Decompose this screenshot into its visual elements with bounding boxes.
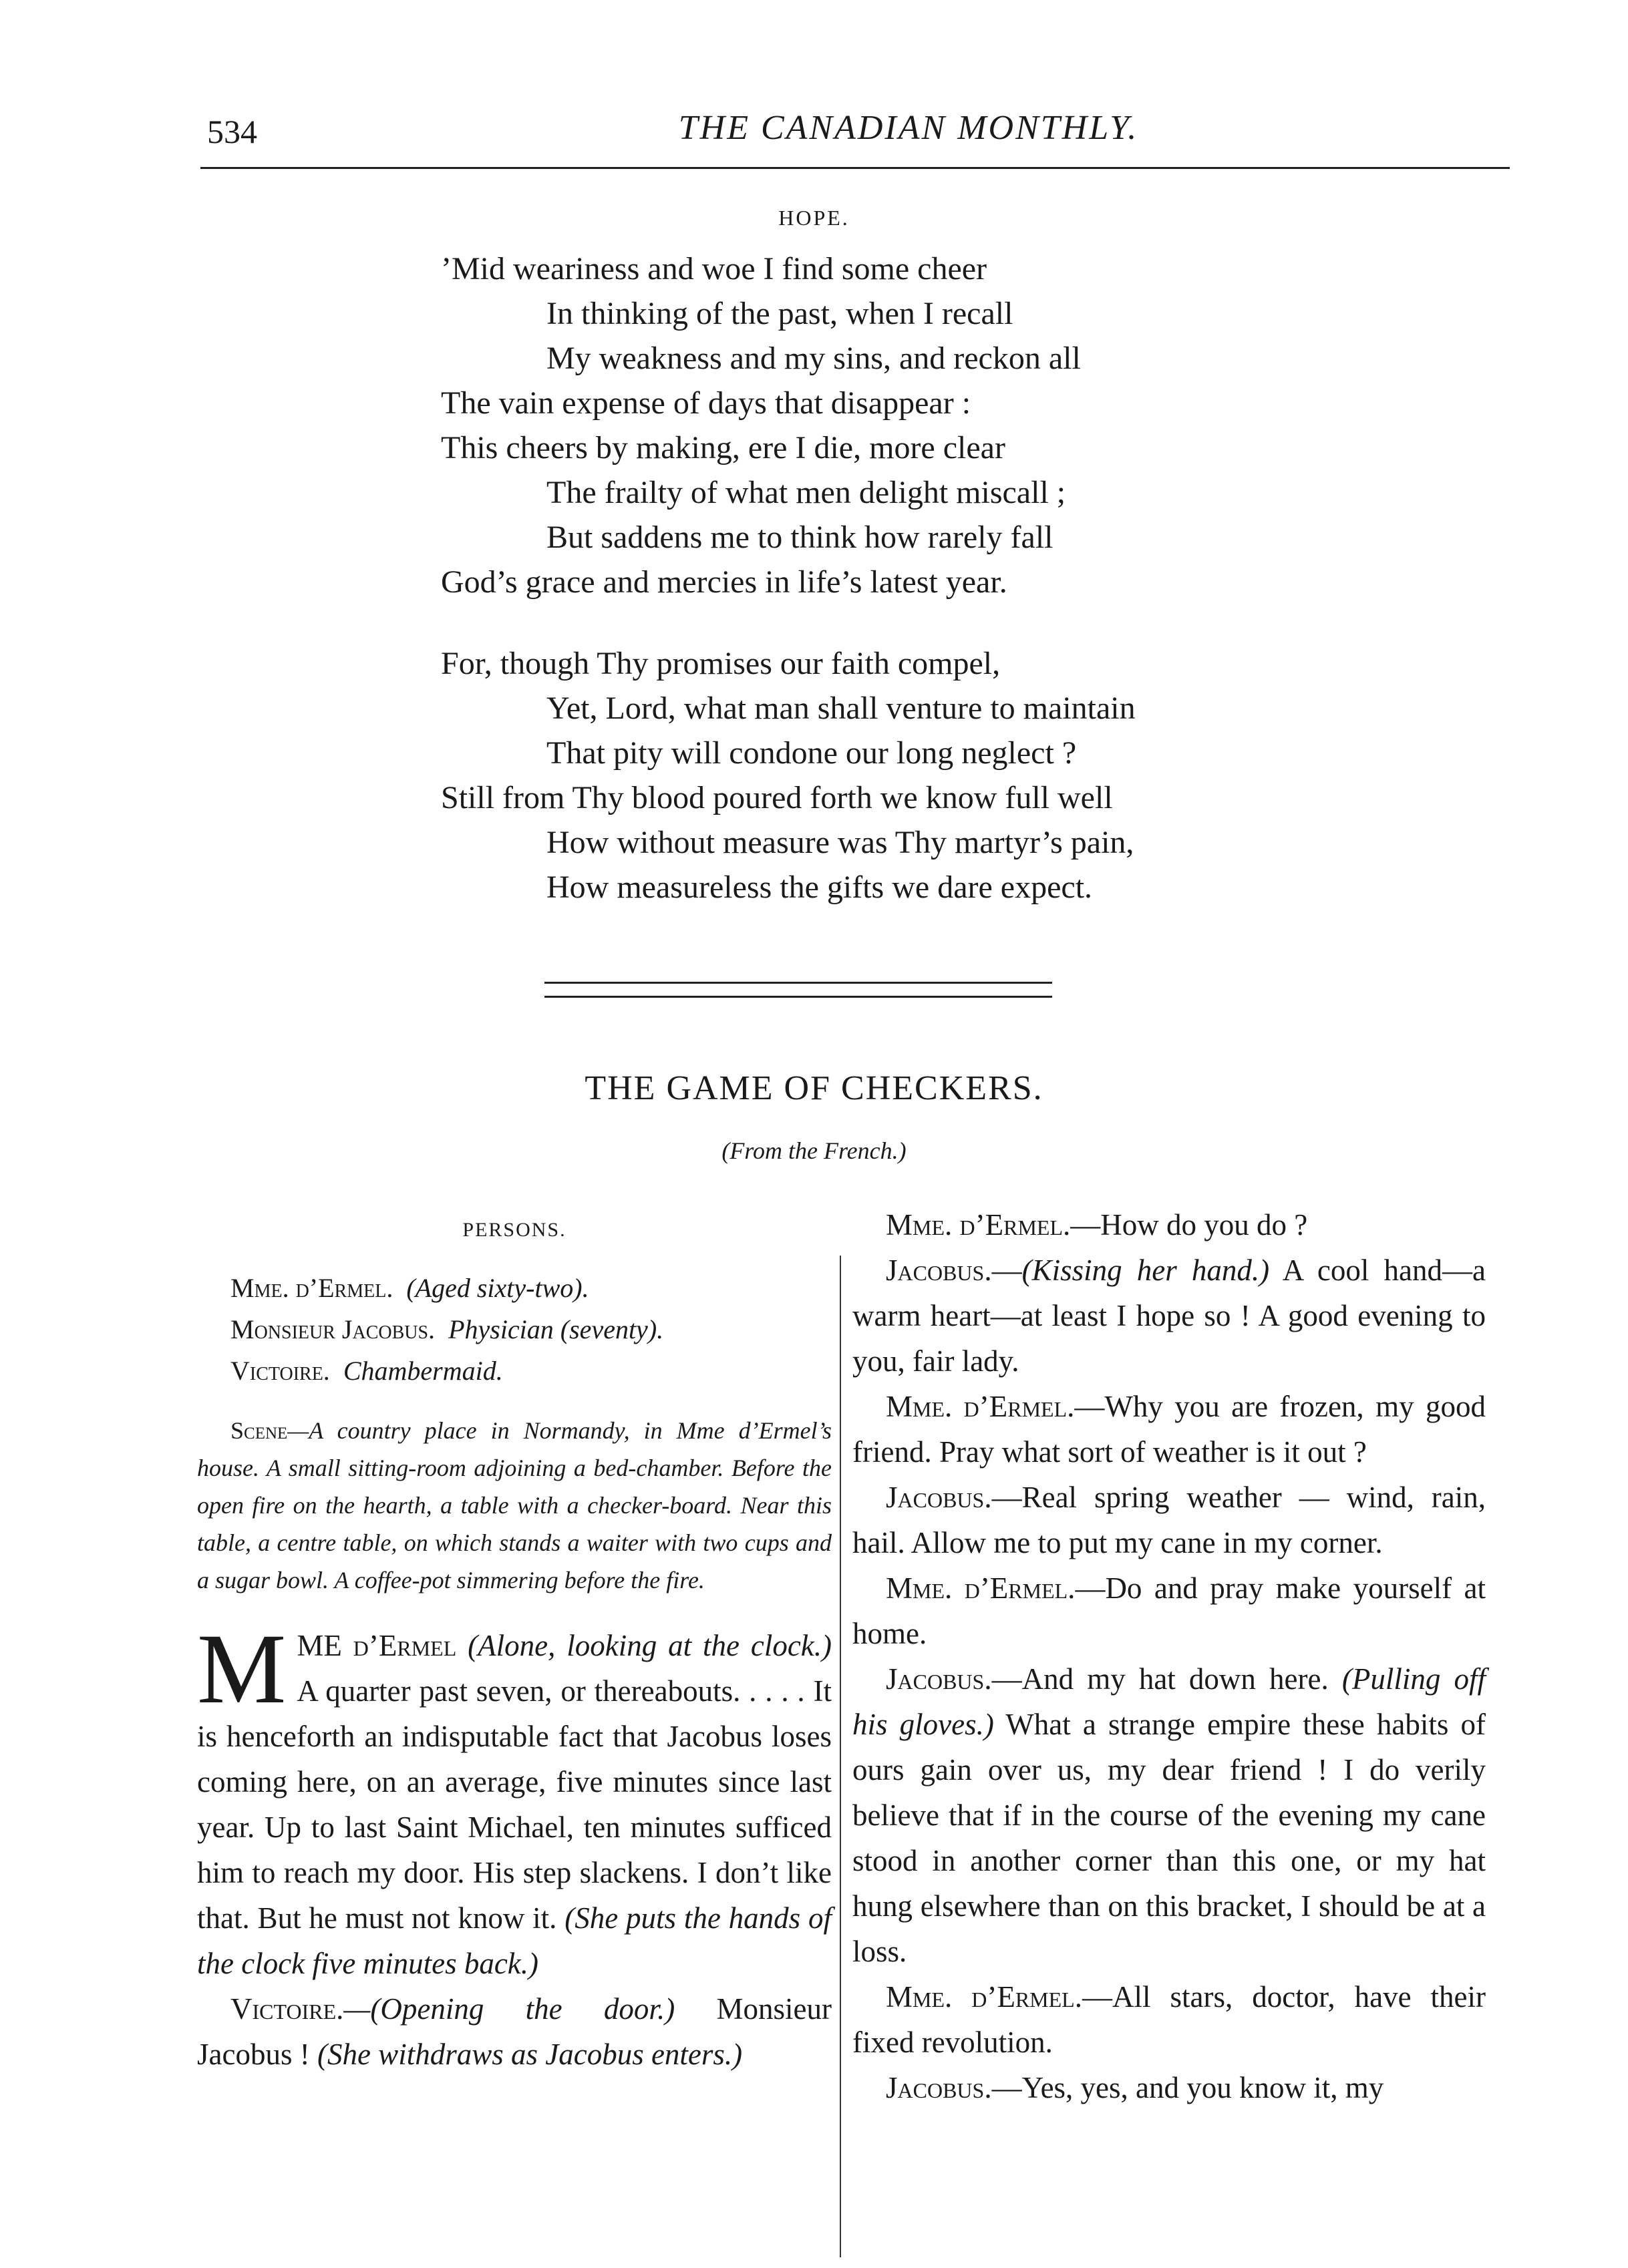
stage-direction: (Pulling off his gloves.) — [852, 1662, 1486, 1741]
speech-block — [852, 1656, 1486, 1974]
poem-line: This cheers by making, ere I die, more clear — [441, 430, 1005, 465]
speaker: Mme. d’Ermel. — [886, 1208, 1071, 1242]
speech-block — [852, 2065, 1486, 2110]
header-rule — [200, 167, 1510, 169]
poem-line: How measureless the gifts we dare expect. — [546, 870, 1093, 905]
speaker: Mme. d’Ermel. — [886, 1980, 1082, 2014]
opening-speech — [197, 1614, 832, 1986]
poem-line: How without measure was Thy martyr’s pain, — [546, 825, 1134, 860]
speech-block — [852, 1202, 1486, 1248]
section-separator — [544, 982, 1052, 998]
speech-block — [852, 1384, 1486, 1475]
speech: What a strange empire these habits of ours gain over us, my dear friend ! I do verily believe that if in the course of the evening my cane stood in another corner than this one, or my hat hung elsewhere than on this bracket, I should be at a loss. — [852, 1708, 1486, 1968]
poem-line: My weakness and my sins, and reckon all — [546, 341, 1081, 376]
poem-title: HOPE. — [778, 206, 850, 230]
stage-direction: (She puts the hands of the clock five minutes back.) — [197, 1901, 832, 1980]
speech: —And my hat down here. — [991, 1662, 1342, 1696]
poem-line: The vain expense of days that disappear : — [441, 385, 971, 421]
speaker: Jacobus. — [886, 1662, 992, 1696]
speech: —How do you do ? — [1070, 1208, 1308, 1242]
speaker: Jacobus. — [886, 1481, 992, 1514]
column-rule — [840, 1256, 841, 2257]
poem-line: That pity will condone our long neglect ? — [546, 735, 1077, 771]
poem-line: God’s grace and mercies in life’s latest year. — [441, 564, 1007, 600]
poem-line: Still from Thy blood poured forth we know full well — [441, 780, 1113, 815]
play-source: (From the French.) — [721, 1137, 907, 1164]
speech-block — [852, 1475, 1486, 1565]
speech: —Why you are frozen, my good friend. Pray what sort of weather is it out ? — [852, 1390, 1486, 1469]
person-entry — [197, 1268, 832, 1309]
person-name: Monsieur Jacobus. — [230, 1314, 436, 1344]
speaker: ME d’Ermel — [297, 1629, 457, 1662]
poem-line: The frailty of what men delight miscall ; — [546, 475, 1066, 510]
speech: —Yes, yes, and you know it, my — [991, 2071, 1384, 2104]
stage-direction: —(Opening the door.) — [343, 1992, 675, 2026]
running-title: THE CANADIAN MONTHLY. — [678, 109, 1139, 147]
persons-heading: PERSONS. — [462, 1219, 566, 1241]
person-entry — [197, 1350, 832, 1392]
speech-block — [852, 1974, 1486, 2065]
speaker: Victoire. — [230, 1992, 344, 2026]
page-number: 534 — [207, 113, 257, 150]
person-desc: (Aged sixty-two). — [406, 1273, 589, 1303]
speaker: Jacobus. — [886, 2071, 992, 2104]
poem-line: ’Mid weariness and woe I find some cheer — [441, 251, 987, 287]
poem-line: For, though Thy promises our faith compel, — [441, 646, 1001, 681]
scene-text: —A country place in Normandy, in Mme d’Ermel’s house. A small sitting-room adjoining a bed-chamber. Before the open fire on the hearth, a table with a checker-board. Near this table, a centre table, on which stands a waiter with two cups and a sugar bowl. A coffee-pot simmering before the fire. — [197, 1417, 832, 1593]
person-desc: Chambermaid. — [343, 1356, 503, 1386]
play-title: THE GAME OF CHECKERS. — [585, 1069, 1043, 1107]
poem-line: Yet, Lord, what man shall venture to maintain — [546, 691, 1136, 726]
stage-direction: (Alone, looking at the clock.) — [468, 1629, 832, 1662]
poem-line: But saddens me to think how rarely fall — [546, 520, 1053, 555]
scene-label: Scene — [230, 1417, 288, 1444]
person-entry — [197, 1309, 832, 1350]
speaker: Mme. d’Ermel. — [886, 1390, 1075, 1423]
speech: —Do and pray make yourself at home. — [852, 1571, 1486, 1650]
speech: A cool hand—a warm heart—at least I hope so ! A good evening to you, fair lady. — [852, 1254, 1486, 1378]
person-desc: Physician (seventy). — [448, 1314, 664, 1344]
speech: —Real spring weather — wind, rain, hail. Allow me to put my cane in my corner. — [852, 1481, 1486, 1559]
drop-cap: M — [197, 1614, 287, 1724]
stage-direction: (She withdraws as Jacobus enters.) — [317, 2038, 743, 2071]
person-name: Mme. d’Ermel. — [230, 1273, 393, 1303]
speech-block — [197, 1986, 832, 2077]
scene-description — [197, 1412, 832, 1599]
speech: Monsieur Jacobus ! — [197, 1992, 832, 2071]
speech: —All stars, doctor, have their fixed revolution. — [852, 1980, 1486, 2059]
person-name: Victoire. — [230, 1356, 330, 1386]
poem-line: In thinking of the past, when I recall — [546, 296, 1013, 331]
stage-direction: (Kissing her hand.) — [1021, 1254, 1270, 1287]
right-column — [852, 1202, 1486, 2110]
speech-block — [852, 1565, 1486, 1656]
left-column — [197, 1202, 832, 2077]
running-header — [200, 100, 1510, 174]
speaker: Jacobus. — [886, 1254, 992, 1287]
speaker: Mme. d’Ermel. — [886, 1571, 1076, 1605]
speech-block — [852, 1248, 1486, 1384]
speech: A quarter past seven, or thereabouts. . . . . It is henceforth an indisputable fact that Jacobus loses coming here, on an average, five minutes since last year. Up to last Saint Michael, ten minutes sufficed him to reach my door. His step slackens. I don’t like that. But he must not know it. — [197, 1674, 832, 1935]
dash: — — [991, 1254, 1022, 1287]
